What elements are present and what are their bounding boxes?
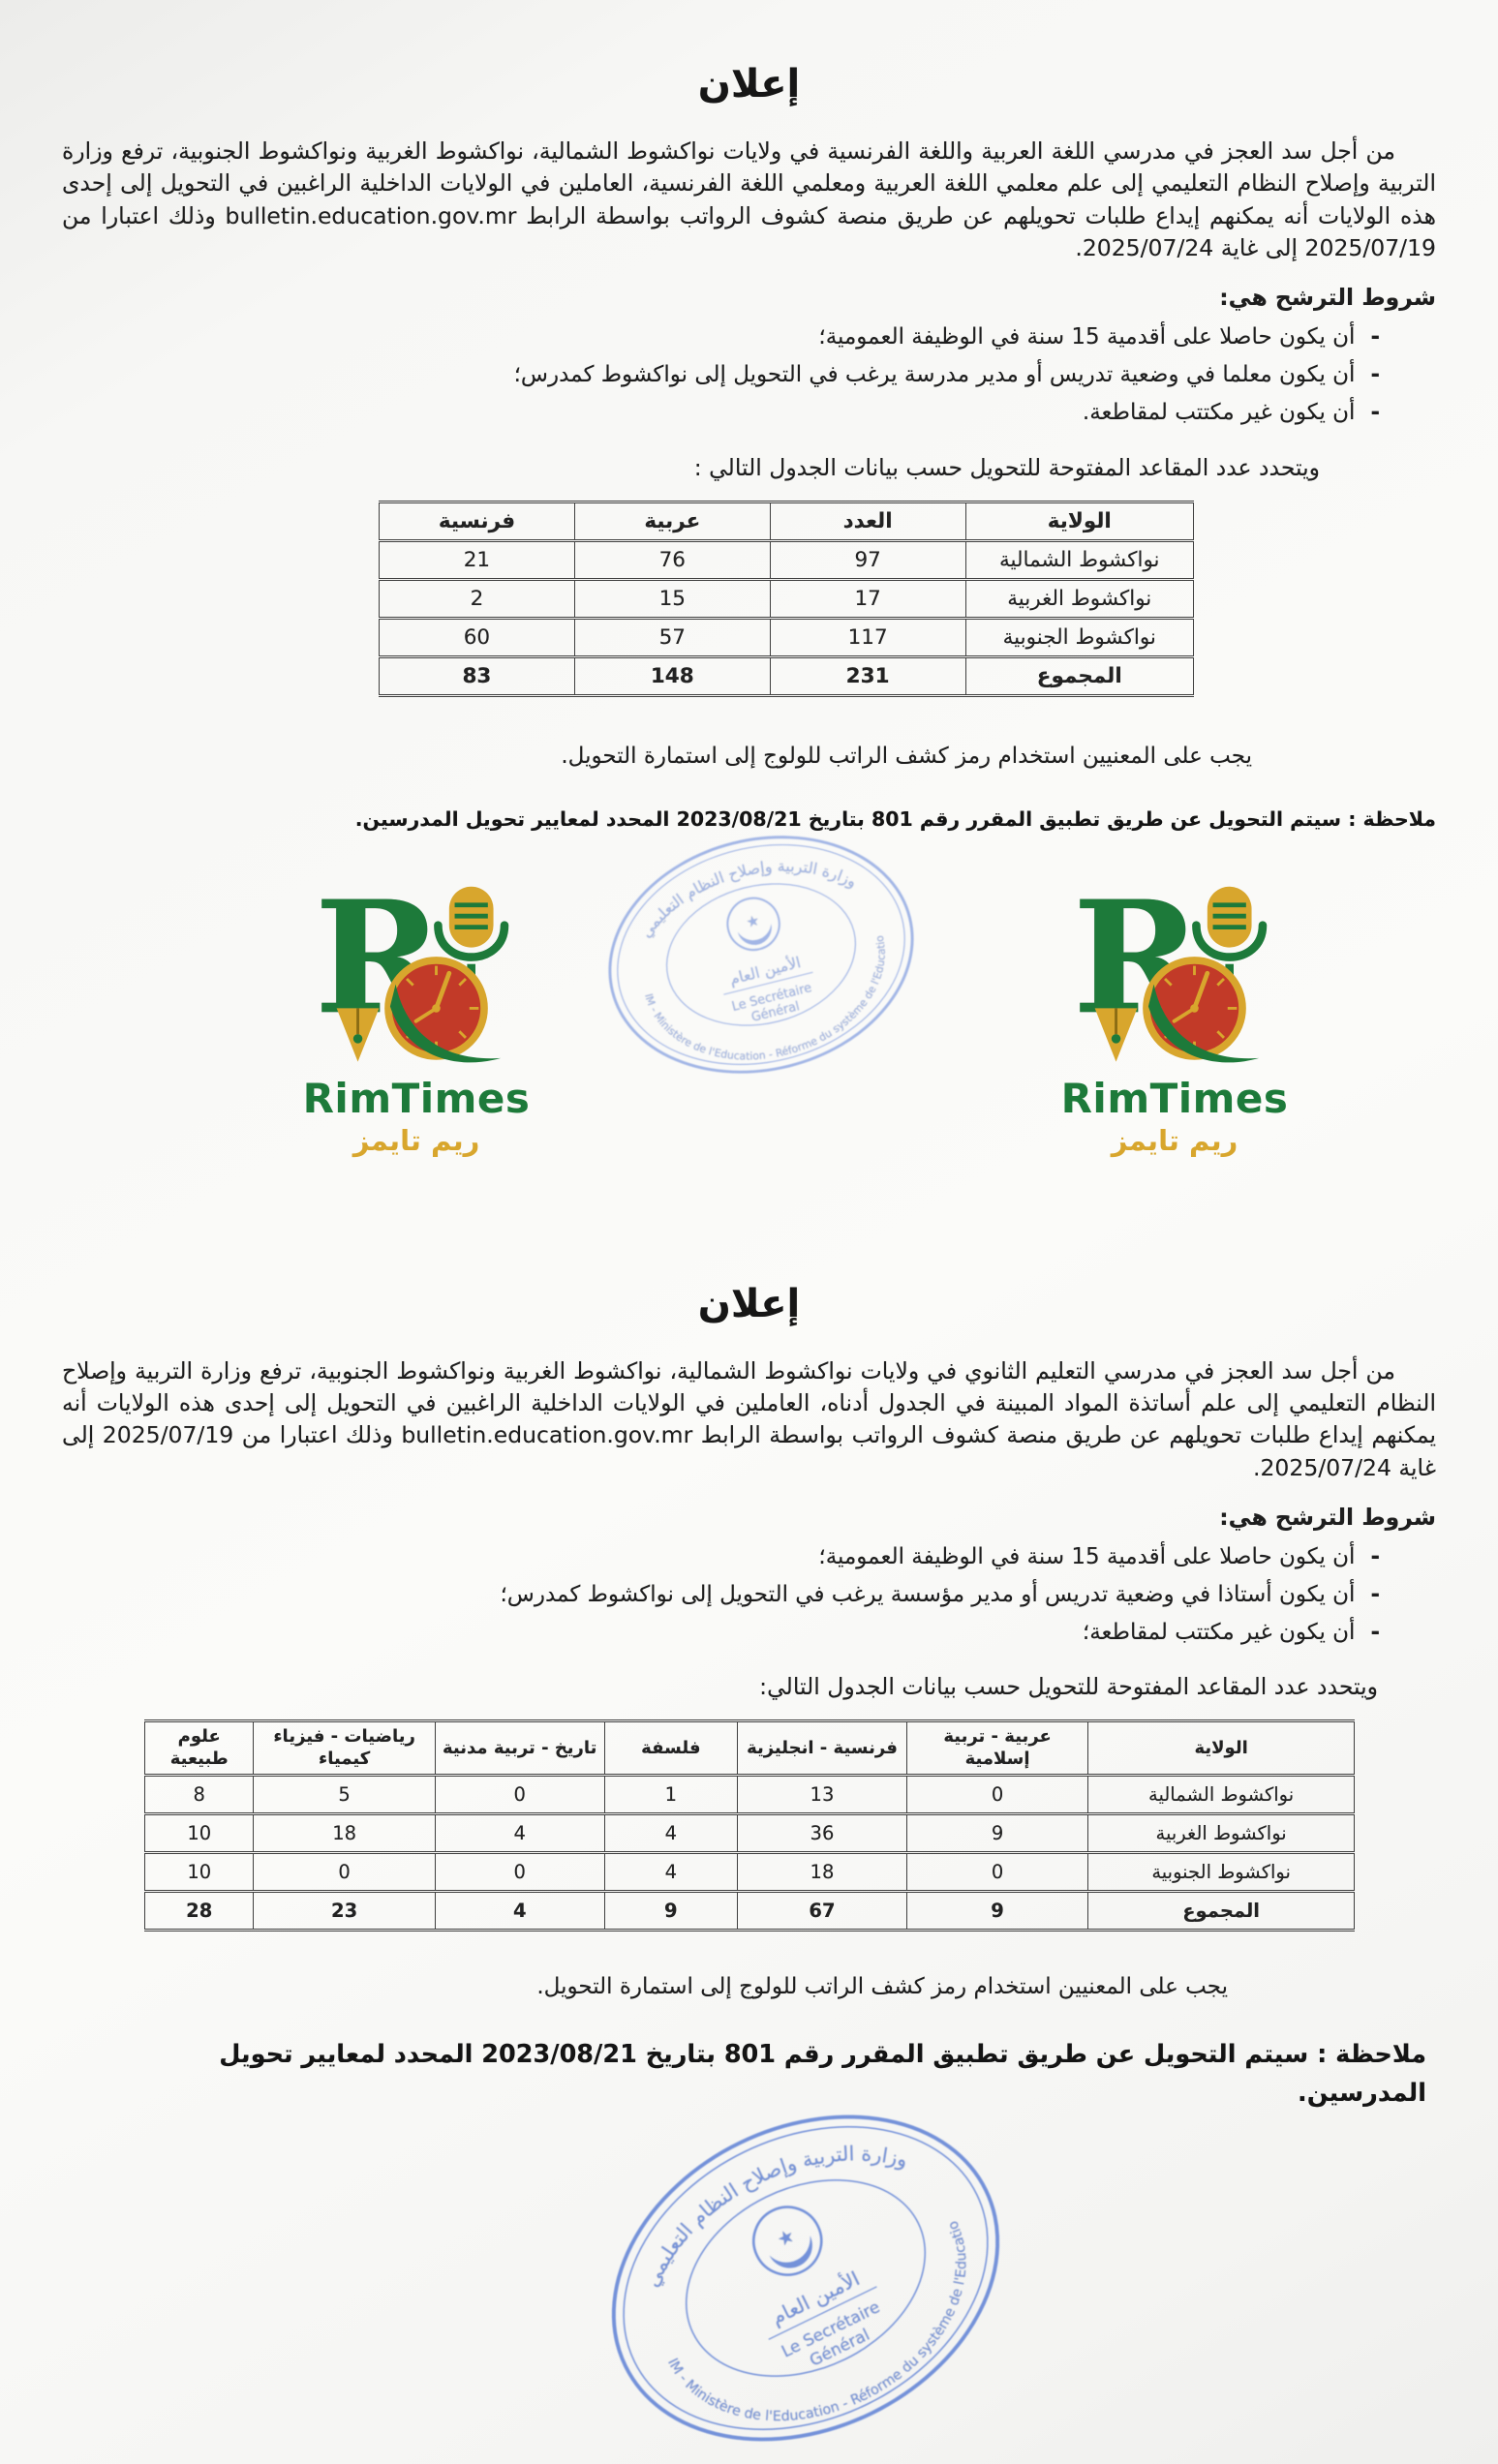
- value-cell: 9: [604, 1892, 737, 1931]
- value-cell: 23: [254, 1892, 435, 1931]
- value-cell: 17: [770, 579, 965, 618]
- value-cell: 18: [738, 1853, 907, 1892]
- value-cell: 76: [574, 540, 770, 579]
- value-cell: 9: [906, 1892, 1087, 1931]
- row-label-cell: نواكشوط الجنوبية: [965, 618, 1193, 656]
- table-header-cell: رياضيات - فيزياء كيمياء: [254, 1721, 435, 1776]
- condition-text: - أن يكون غير مكتتب لمقاطعة؛: [1082, 1619, 1356, 1645]
- value-cell: 57: [574, 618, 770, 656]
- value-cell: 4: [604, 1814, 737, 1853]
- announcement-1-remark: ملاحظة : سيتم التحويل عن طريق تطبيق المقرر رقم 801 بتاريخ 2023/08/21 المحدد لمعايير تحويل المدرسين.: [354, 806, 1436, 831]
- value-cell: 0: [906, 1853, 1087, 1892]
- value-cell: 0: [435, 1853, 604, 1892]
- condition-item: [91, 322, 1380, 353]
- table-header-row: [145, 1721, 1355, 1776]
- value-cell: 13: [738, 1776, 907, 1814]
- table-header-cell: فرنسية - انجليزية: [738, 1721, 907, 1776]
- value-cell: 2: [380, 579, 575, 618]
- table-row: [145, 1892, 1355, 1931]
- condition-text: - أن يكون معلما في وضعية تدريس أو مدير مدرسة يرغب في التحويل إلى نواكشوط كمدرس؛: [513, 362, 1356, 388]
- row-label-cell: نواكشوط الغربية: [1088, 1814, 1355, 1853]
- rimtimes-logo-right: [1034, 881, 1315, 1157]
- announcement-1-title: إعلان: [697, 62, 801, 106]
- table-row: [145, 1853, 1355, 1892]
- value-cell: 67: [738, 1892, 907, 1931]
- announcement-2-title: إعلان: [697, 1281, 801, 1326]
- condition-text: - أن يكون حاصلا على أقدمية 15 سنة في الوظيفة العمومية؛: [818, 324, 1356, 350]
- table-row: [380, 579, 1194, 618]
- value-cell: 97: [770, 540, 965, 579]
- value-cell: 0: [906, 1776, 1087, 1814]
- value-cell: 15: [574, 579, 770, 618]
- value-cell: 8: [145, 1776, 254, 1814]
- table-row: [380, 540, 1194, 579]
- rimtimes-logo-icon: [303, 881, 531, 1075]
- value-cell: 1: [604, 1776, 737, 1814]
- table-header-cell: الولاية: [1088, 1721, 1355, 1776]
- ministry-stamp-icon: [572, 789, 951, 1119]
- announcement-2-remark: ملاحظة : سيتم التحويل عن طريق تطبيق المقرر رقم 801 بتاريخ 2023/08/21 المحدد لمعايير تحويل المدرسين.: [219, 2040, 1426, 2108]
- table-header-cell: العدد: [770, 502, 965, 540]
- bottom-stamp-area: [0, 2113, 1498, 2447]
- announcement-2-body: من أجل سد العجز في مدرسي التعليم الثانوي في ولايات نواكشوط الشمالية، نواكشوط الغربية ونواكشوط الجنوبية، ترفع وزارة التربية وإصلاح النظام التعليمي إلى علم أساتذة المواد المبينة في الجدول أدناه، العاملين في الولايات الداخلية الراغبين في التحويل إلى إحدى هذه الولايات أنه يمكنهم إيداع طلبات تحويلهم عن طريق منصة كشوف الرواتب بواسطة الرابط bulletin.education.gov.mr وذلك اعتبارا من 2025/07/19 إلى غاية 2025/07/24.: [62, 1356, 1437, 1481]
- row-label-cell: المجموع: [1088, 1892, 1355, 1931]
- table-header-cell: فلسفة: [604, 1721, 737, 1776]
- table-header-cell: عربية - تربية إسلامية: [906, 1721, 1087, 1776]
- value-cell: 148: [574, 656, 770, 695]
- condition-item: [91, 360, 1380, 391]
- table-header-cell: الولاية: [965, 502, 1193, 540]
- value-cell: 18: [254, 1814, 435, 1853]
- value-cell: 36: [738, 1814, 907, 1853]
- rimtimes-arabic-name: ريم تايمز: [1111, 1123, 1238, 1157]
- announcement-1-conditions-list: [62, 322, 1436, 428]
- value-cell: 4: [435, 1814, 604, 1853]
- value-cell: 21: [380, 540, 575, 579]
- table-header-cell: تاريخ - تربية مدنية: [435, 1721, 604, 1776]
- value-cell: 60: [380, 618, 575, 656]
- condition-item: [91, 1618, 1380, 1649]
- table-row: [380, 618, 1194, 656]
- announcement-2-table-intro: ويتحدد عدد المقاعد المفتوحة للتحويل حسب بيانات الجدول التالي:: [759, 1673, 1378, 1701]
- value-cell: 0: [435, 1776, 604, 1814]
- announcement-2-conditions-list: [62, 1542, 1436, 1648]
- row-label-cell: نواكشوط الغربية: [965, 579, 1193, 618]
- row-label-cell: نواكشوط الشمالية: [1088, 1776, 1355, 1814]
- announcement-1: [0, 0, 1498, 831]
- table-header-cell: فرنسية: [380, 502, 575, 540]
- table-row: [145, 1776, 1355, 1814]
- value-cell: 28: [145, 1892, 254, 1931]
- announcement-2-access-note: يجب على المعنيين استخدام رمز كشف الراتب للولوج إلى استمارة التحويل.: [536, 1974, 1228, 2000]
- value-cell: 231: [770, 656, 965, 695]
- table-header-cell: عربية: [574, 502, 770, 540]
- value-cell: 5: [254, 1776, 435, 1814]
- official-stamp-top: [572, 789, 951, 1119]
- value-cell: 9: [906, 1814, 1087, 1853]
- rimtimes-logo-left: [276, 881, 557, 1157]
- rimtimes-wordmark: RimTimes: [1060, 1074, 1289, 1122]
- value-cell: 10: [145, 1853, 254, 1892]
- value-cell: 4: [435, 1892, 604, 1931]
- condition-item: [91, 1542, 1380, 1573]
- condition-text: - أن يكون أستاذا في وضعية تدريس أو مدير مؤسسة يرغب في التحويل إلى نواكشوط كمدرس؛: [500, 1581, 1356, 1607]
- table-header-row: [380, 502, 1194, 540]
- announcement-1-quota-table: [379, 501, 1194, 697]
- rimtimes-logo-icon: [1061, 881, 1289, 1075]
- table-row: [145, 1814, 1355, 1853]
- announcement-2-conditions-title: شروط الترشح هي:: [1219, 1504, 1436, 1532]
- condition-item: [91, 1580, 1380, 1611]
- announcement-1-body: من أجل سد العجز في مدرسي اللغة العربية واللغة الفرنسية في ولايات نواكشوط الشمالية، نواكشوط الغربية ونواكشوط الجنوبية، ترفع وزارة التربية وإصلاح النظام التعليمي إلى علم معلمي اللغة العربية ومعلمي اللغة الفرنسية، العاملين في الولايات الداخلية الراغبين في التحويل إلى إحدى هذه الولايات أنه يمكنهم إيداع طلبات تحويلهم عن طريق منصة كشوف الرواتب بواسطة الرابط bulletin.education.gov.mr وذلك اعتبارا من 2025/07/19 إلى غاية 2025/07/24.: [62, 137, 1436, 262]
- table-row: [380, 656, 1194, 695]
- announcement-1-conditions-title: شروط الترشح هي:: [1219, 284, 1436, 312]
- announcement-1-table-intro: ويتحدد عدد المقاعد المفتوحة للتحويل حسب بيانات الجدول التالي :: [693, 453, 1320, 481]
- value-cell: 0: [254, 1853, 435, 1892]
- value-cell: 10: [145, 1814, 254, 1853]
- row-label-cell: المجموع: [965, 656, 1193, 695]
- row-label-cell: نواكشوط الجنوبية: [1088, 1853, 1355, 1892]
- condition-item: [91, 398, 1380, 429]
- row-label-cell: نواكشوط الشمالية: [965, 540, 1193, 579]
- condition-text: - أن يكون حاصلا على أقدمية 15 سنة في الوظيفة العمومية؛: [818, 1544, 1356, 1570]
- announcement-1-access-note: يجب على المعنيين استخدام رمز كشف الراتب للولوج إلى استمارة التحويل.: [561, 743, 1252, 769]
- watermark-band: [0, 831, 1498, 1201]
- announcement-2-quota-table: [144, 1719, 1355, 1932]
- value-cell: 117: [770, 618, 965, 656]
- value-cell: 4: [604, 1853, 737, 1892]
- rimtimes-arabic-name: ريم تايمز: [352, 1123, 480, 1157]
- table-header-cell: علوم طبيعية: [145, 1721, 254, 1776]
- condition-text: - أن يكون غير مكتتب لمقاطعة.: [1082, 399, 1356, 425]
- announcement-2: [0, 1201, 1498, 2114]
- rimtimes-wordmark: RimTimes: [302, 1074, 531, 1122]
- value-cell: 83: [380, 656, 575, 695]
